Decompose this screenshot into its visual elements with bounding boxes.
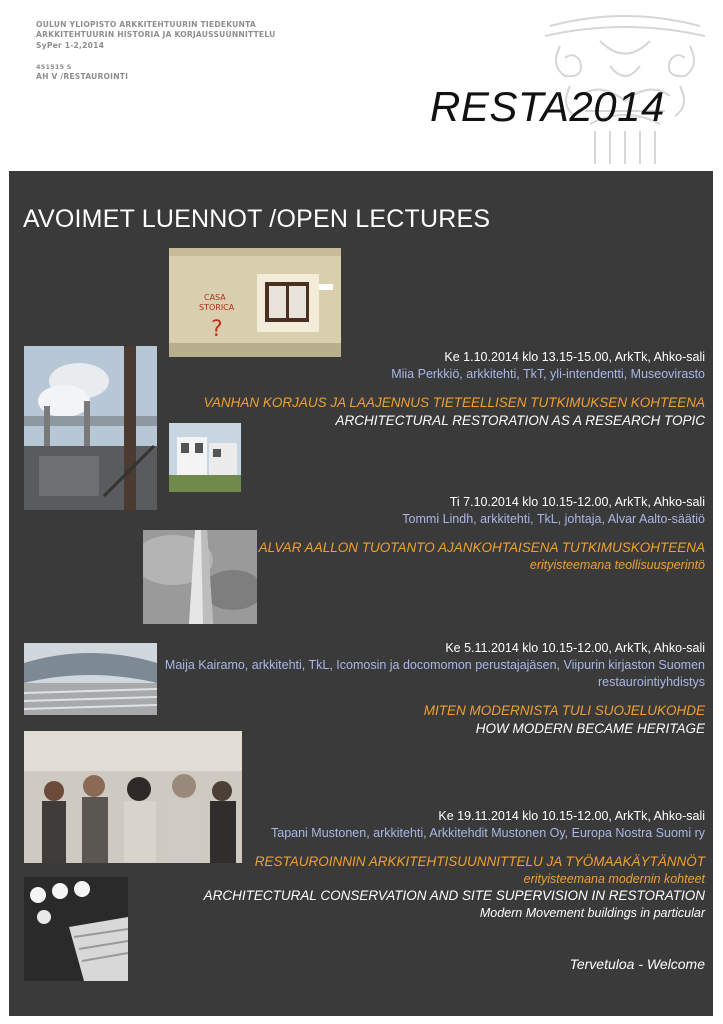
lecture-1-speaker: Miia Perkkiö, arkkitehti, TkT, yli-intendentti, Museovirasto <box>391 367 705 381</box>
lecture-1-title-en: ARCHITECTURAL RESTORATION AS A RESEARCH TOPIC <box>335 413 705 428</box>
lecture-4 <box>204 808 705 921</box>
lecture-3 <box>165 640 705 738</box>
lecture-4-datetime: Ke 19.11.2014 klo 10.15-12.00, ArkTk, Ahko-sali <box>438 809 705 823</box>
lecture-2-datetime: Ti 7.10.2014 klo 10.15-12.00, ArkTk, Ahko-sali <box>449 495 705 509</box>
lecture-2-title-fi: ALVAR AALLON TUOTANTO AJANKOHTAISENA TUTKIMUSKOHTEENA <box>258 540 705 555</box>
lecture-4-title-fi: RESTAUROINNIN ARKKITEHTISUUNNITTELU JA TYÖMAAKÄYTÄNNÖT <box>254 854 705 869</box>
lecture-1-title-fi: VANHAN KORJAUS JA LAAJENNUS TIETEELLISEN TUTKIMUKSEN KOHTEENA <box>203 395 705 410</box>
graffiti-mark: ? <box>211 317 223 342</box>
lecture-3-speaker: Maija Kairamo, arkkitehti, TkL, Icomosin ja docomomon perustajajäsen, Viipurin kirjaston Suomen <box>164 658 705 672</box>
lecture-4-speaker: Tapani Mustonen, arkkitehti, Arkkitehdit Mustonen Oy, Europa Nostra Suomi ry <box>271 826 705 840</box>
semester: SyPer 1-2,2014 <box>36 41 105 50</box>
faculty-name: OULUN YLIOPISTO ARKKITEHTUURIN TIEDEKUNTA <box>36 20 256 29</box>
lectures-panel <box>9 171 713 1016</box>
photo-casa-storica <box>169 248 341 357</box>
graffiti-line1: CASA <box>204 293 226 302</box>
lecture-3-datetime: Ke 5.11.2014 klo 10.15-12.00, ArkTk, Ahko-sali <box>445 641 705 655</box>
photo-stairwell <box>24 877 128 981</box>
lecture-2 <box>259 494 705 573</box>
lecture-3-speaker-cont: restaurointiyhdistys <box>598 675 705 689</box>
department-name: ARKKITEHTUURIN HISTORIA JA KORJAUSSUUNNITTELU <box>36 30 276 39</box>
lecture-1 <box>204 349 705 430</box>
photo-stadium <box>24 643 157 715</box>
photo-power-plant <box>24 346 157 510</box>
course-code: 451515 S <box>36 63 72 71</box>
photo-white-houses <box>169 423 241 492</box>
lecture-1-datetime: Ke 1.10.2014 klo 13.15-15.00, ArkTk, Ahko-sali <box>444 350 705 364</box>
lecture-4-subtitle-fi: erityisteemana modernin kohteet <box>523 872 705 886</box>
lecture-4-subtitle-en: Modern Movement buildings in particular <box>479 906 705 920</box>
course-name: AH V /RESTAUROINTI <box>36 72 129 81</box>
lecture-2-speaker: Tommi Lindh, arkkitehti, TkL, johtaja, Alvar Aalto-säätiö <box>402 512 705 526</box>
event-title: RESTA2014 <box>430 83 665 130</box>
photo-tower <box>143 530 257 624</box>
lecture-4-title-en: ARCHITECTURAL CONSERVATION AND SITE SUPERVISION IN RESTORATION <box>203 888 705 903</box>
lecture-2-subtitle: erityisteemana teollisuusperintö <box>529 558 705 572</box>
lecture-3-title-fi: MITEN MODERNISTA TULI SUOJELUKOHDE <box>423 703 705 718</box>
lecture-3-title-en: HOW MODERN BECAME HERITAGE <box>475 721 705 736</box>
welcome-text: Tervetuloa - Welcome <box>569 956 705 972</box>
panel-heading: AVOIMET LUENNOT /OPEN LECTURES <box>23 205 491 233</box>
graffiti-line2: STORICA <box>199 303 235 312</box>
